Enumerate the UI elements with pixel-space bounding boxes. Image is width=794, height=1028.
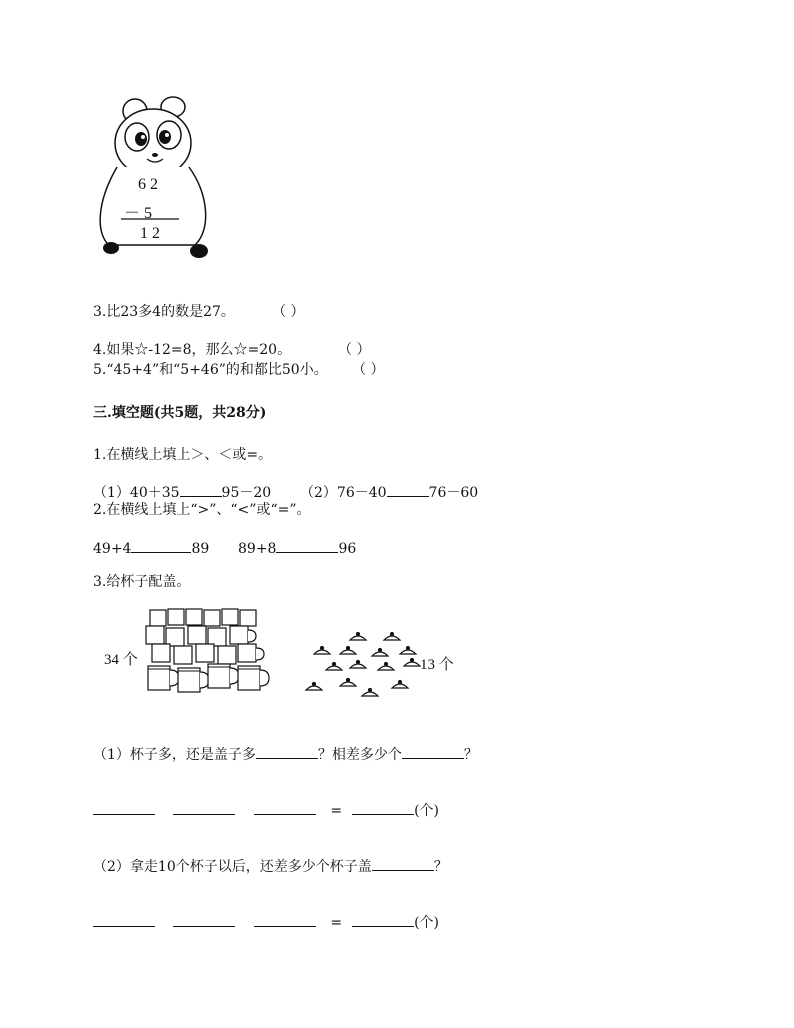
fill-q1-part1-left: （1）40＋35	[93, 485, 180, 501]
panda-illustration	[95, 95, 225, 265]
answer-blank[interactable]	[256, 744, 318, 759]
equation-row-1	[93, 800, 439, 820]
fill-q3-sub1-end: ？	[463, 747, 478, 763]
fill-q1-part1	[93, 482, 271, 502]
judge-q5: 5.“45+4”和“5+46”的和都比50小。	[93, 362, 328, 378]
panda-row-3: 1 2	[140, 225, 160, 242]
fill-q2-a	[93, 538, 209, 558]
panda-row-2: － 5	[124, 205, 153, 222]
answer-blank[interactable]	[173, 800, 235, 815]
fill-q3-sub1-question: ？相差多少个	[317, 747, 402, 763]
fill-q2-prompt: 2.在横线上填上“>”、“<”或“=”。	[93, 502, 311, 518]
fill-q1-part2-left: （2）76－40	[300, 485, 387, 501]
answer-blank[interactable]	[387, 482, 429, 497]
fill-q1-part2	[300, 482, 478, 502]
fill-q1-prompt: 1.在横线上填上＞、＜或=。	[93, 447, 273, 463]
answer-blank[interactable]	[254, 800, 316, 815]
answer-blank[interactable]	[93, 800, 155, 815]
equation-row-2	[93, 912, 439, 932]
answer-blank[interactable]	[173, 912, 235, 927]
fill-q3-sub2-text: （2）拿走10个杯子以后，还差多少个杯子盖	[93, 859, 372, 875]
lids-count-label: 13 个	[420, 657, 454, 673]
unit-label: (个)	[414, 803, 440, 819]
answer-blank[interactable]	[180, 482, 222, 497]
fill-q2-b	[238, 538, 356, 558]
answer-blank[interactable]	[372, 856, 434, 871]
section-title: 三.填空题(共5题，共28分)	[93, 405, 267, 421]
unit-label: (个)	[414, 915, 440, 931]
judge-q4-paren[interactable]: （ ）	[338, 342, 371, 358]
fill-q3-sub1-text: （1）杯子多，还是盖子多	[93, 747, 256, 763]
fill-q3-sub2-end: ？	[433, 859, 448, 875]
fill-q3-prompt: 3.给杯子配盖。	[93, 574, 191, 590]
fill-q1-part1-right: 95－20	[221, 485, 272, 501]
fill-q2-b-left: 89+8	[238, 541, 277, 557]
fill-q3-sub1	[93, 744, 478, 764]
fill-q2-a-right: 89	[191, 541, 210, 557]
answer-blank[interactable]	[402, 744, 464, 759]
fill-q3-sub2	[93, 856, 448, 876]
judge-q3-paren[interactable]: （ ）	[272, 304, 305, 320]
judge-q4: 4.如果☆-12=8，那么☆=20。	[93, 342, 292, 358]
equals-sign: =	[330, 803, 343, 819]
answer-blank[interactable]	[352, 800, 414, 815]
judge-q3: 3.比23多4的数是27。	[93, 304, 235, 320]
cups-illustration	[142, 606, 272, 706]
answer-blank[interactable]	[131, 538, 191, 553]
judge-q5-paren[interactable]: （ ）	[352, 362, 385, 378]
cups-count-label: 34 个	[104, 652, 138, 668]
panda-row-1: 6 2	[138, 176, 158, 193]
fill-q2-b-right: 96	[338, 541, 357, 557]
answer-blank[interactable]	[93, 912, 155, 927]
fill-q2-a-left: 49+4	[93, 541, 132, 557]
answer-blank[interactable]	[276, 538, 338, 553]
answer-blank[interactable]	[352, 912, 414, 927]
fill-q1-part2-right: 76－60	[428, 485, 479, 501]
lids-illustration	[300, 632, 440, 702]
equals-sign: =	[330, 915, 343, 931]
answer-blank[interactable]	[254, 912, 316, 927]
